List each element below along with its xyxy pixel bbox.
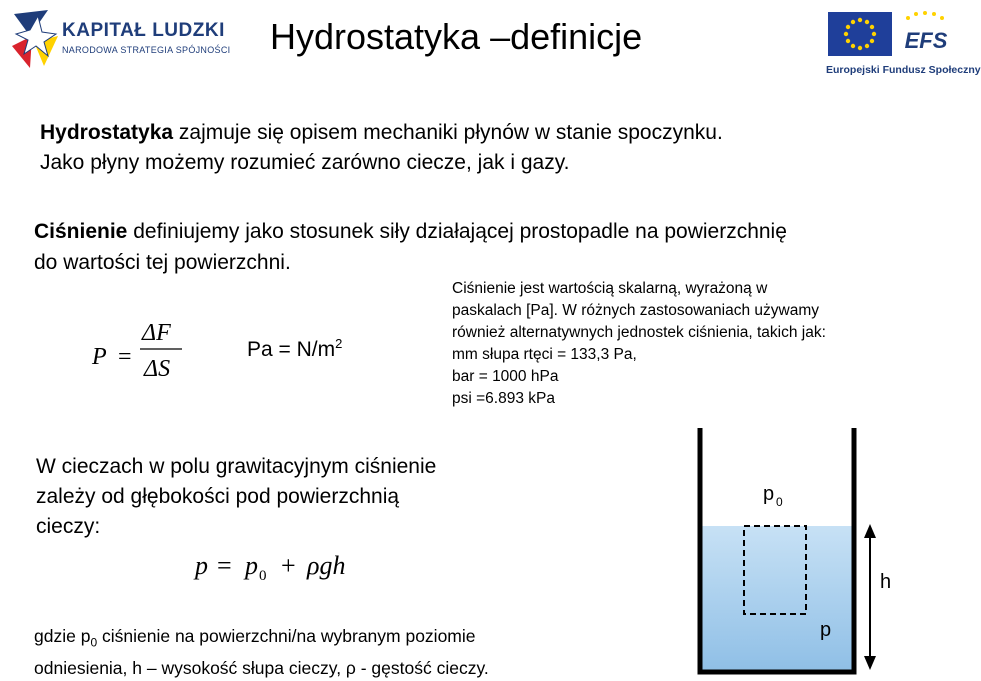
symbols-line1-a: gdzie p [34,626,91,646]
note-line: psi =6.893 kPa [452,390,555,407]
formula-denominator: ΔS [144,356,171,382]
paragraph-symbols [34,624,489,681]
paragraph-symbols-line2: odniesienia, h – wysokość słupa cieczy, ρ - gęstość cieczy. [34,657,489,678]
units-exponent: 2 [335,336,343,351]
paragraph-pressure-definition [34,216,787,278]
paragraph-depth-line: W cieczach w polu grawitacyjnym ciśnienie [36,455,437,478]
note-line: również alternatywnych jednostek ciśnienia, takich jak: [452,324,826,341]
formula-plus: + [281,551,296,580]
formula-p0-subscript: 0 [259,568,267,584]
paragraph-pressure-line2: do wartości tej powierzchni. [34,251,291,274]
formula-equals: = [118,344,132,370]
formula-p: p [195,551,208,580]
eu-flag-icon [828,12,892,56]
paragraph-depth-line: cieczy: [36,515,101,538]
formula-lhs: P [92,344,107,370]
note-line: bar = 1000 hPa [452,368,559,385]
note-line: mm słupa rtęci = 133,3 Pa, [452,346,637,363]
pressure-formula [92,320,192,390]
formula-equals: = [217,551,232,580]
formula-numerator: ΔF [142,320,171,346]
height-arrow-top-icon [864,524,876,538]
formula-p0: p [245,551,258,580]
vessel-diagram [690,426,940,676]
paragraph-hydrostatics-line1 [40,118,723,148]
paragraph-depth-dependence [36,452,436,542]
formula-rho-g-h: ρgh [307,551,346,580]
paragraph-symbols-line1 [34,624,489,656]
symbols-line1-b: ciśnienie na powierzchni/na wybranym poziomie [97,626,476,646]
note-line: paskalach [Pa]. W różnych zastosowaniach używamy [452,302,819,319]
note-line: Ciśnienie jest wartością skalarną, wyrażoną w [452,280,768,297]
units-note [452,278,826,410]
slide-title: Hydrostatyka –definicje [270,16,643,57]
label-p0: p [763,483,775,505]
paragraph-hydrostatics [40,118,723,178]
term-hydrostatics: Hydrostatyka [40,121,174,144]
logo-left-subtitle: NARODOWA STRATEGIA SPÓJNOŚCI [62,45,231,55]
logo-right-label: Europejski Fundusz Społeczny [826,64,981,76]
paragraph-depth-line: zależy od głębokości pod powierzchnią [36,485,400,508]
label-p: p [820,619,832,641]
paragraph-pressure-line1 [34,216,787,247]
label-h: h [880,571,892,593]
paragraph-hydrostatics-rest: zajmuje się opisem mechaniki płynów w stanie spoczynku. [173,121,723,144]
term-pressure: Ciśnienie [34,220,128,243]
kapital-ludzki-emblem [8,6,68,76]
efs-logo [898,10,954,58]
paragraph-hydrostatics-line2: Jako płyny możemy rozumieć zarówno ciecze, jak i gazy. [40,151,570,174]
paragraph-pressure-rest: definiujemy jako stosunek siły działającej prostopadle na powierzchnię [127,220,787,243]
units-text: Pa = N/m [247,338,336,361]
label-p0-subscript: 0 [776,495,783,509]
height-arrow-bottom-icon [864,656,876,670]
efs-mark-text: EFS [904,28,948,53]
water-fill [700,526,854,672]
pressure-units [247,336,342,362]
hydrostatic-formula [195,544,375,588]
symbols-line1-subscript: 0 [90,635,98,650]
logo-left-title: KAPITAŁ LUDZKI [62,20,225,41]
